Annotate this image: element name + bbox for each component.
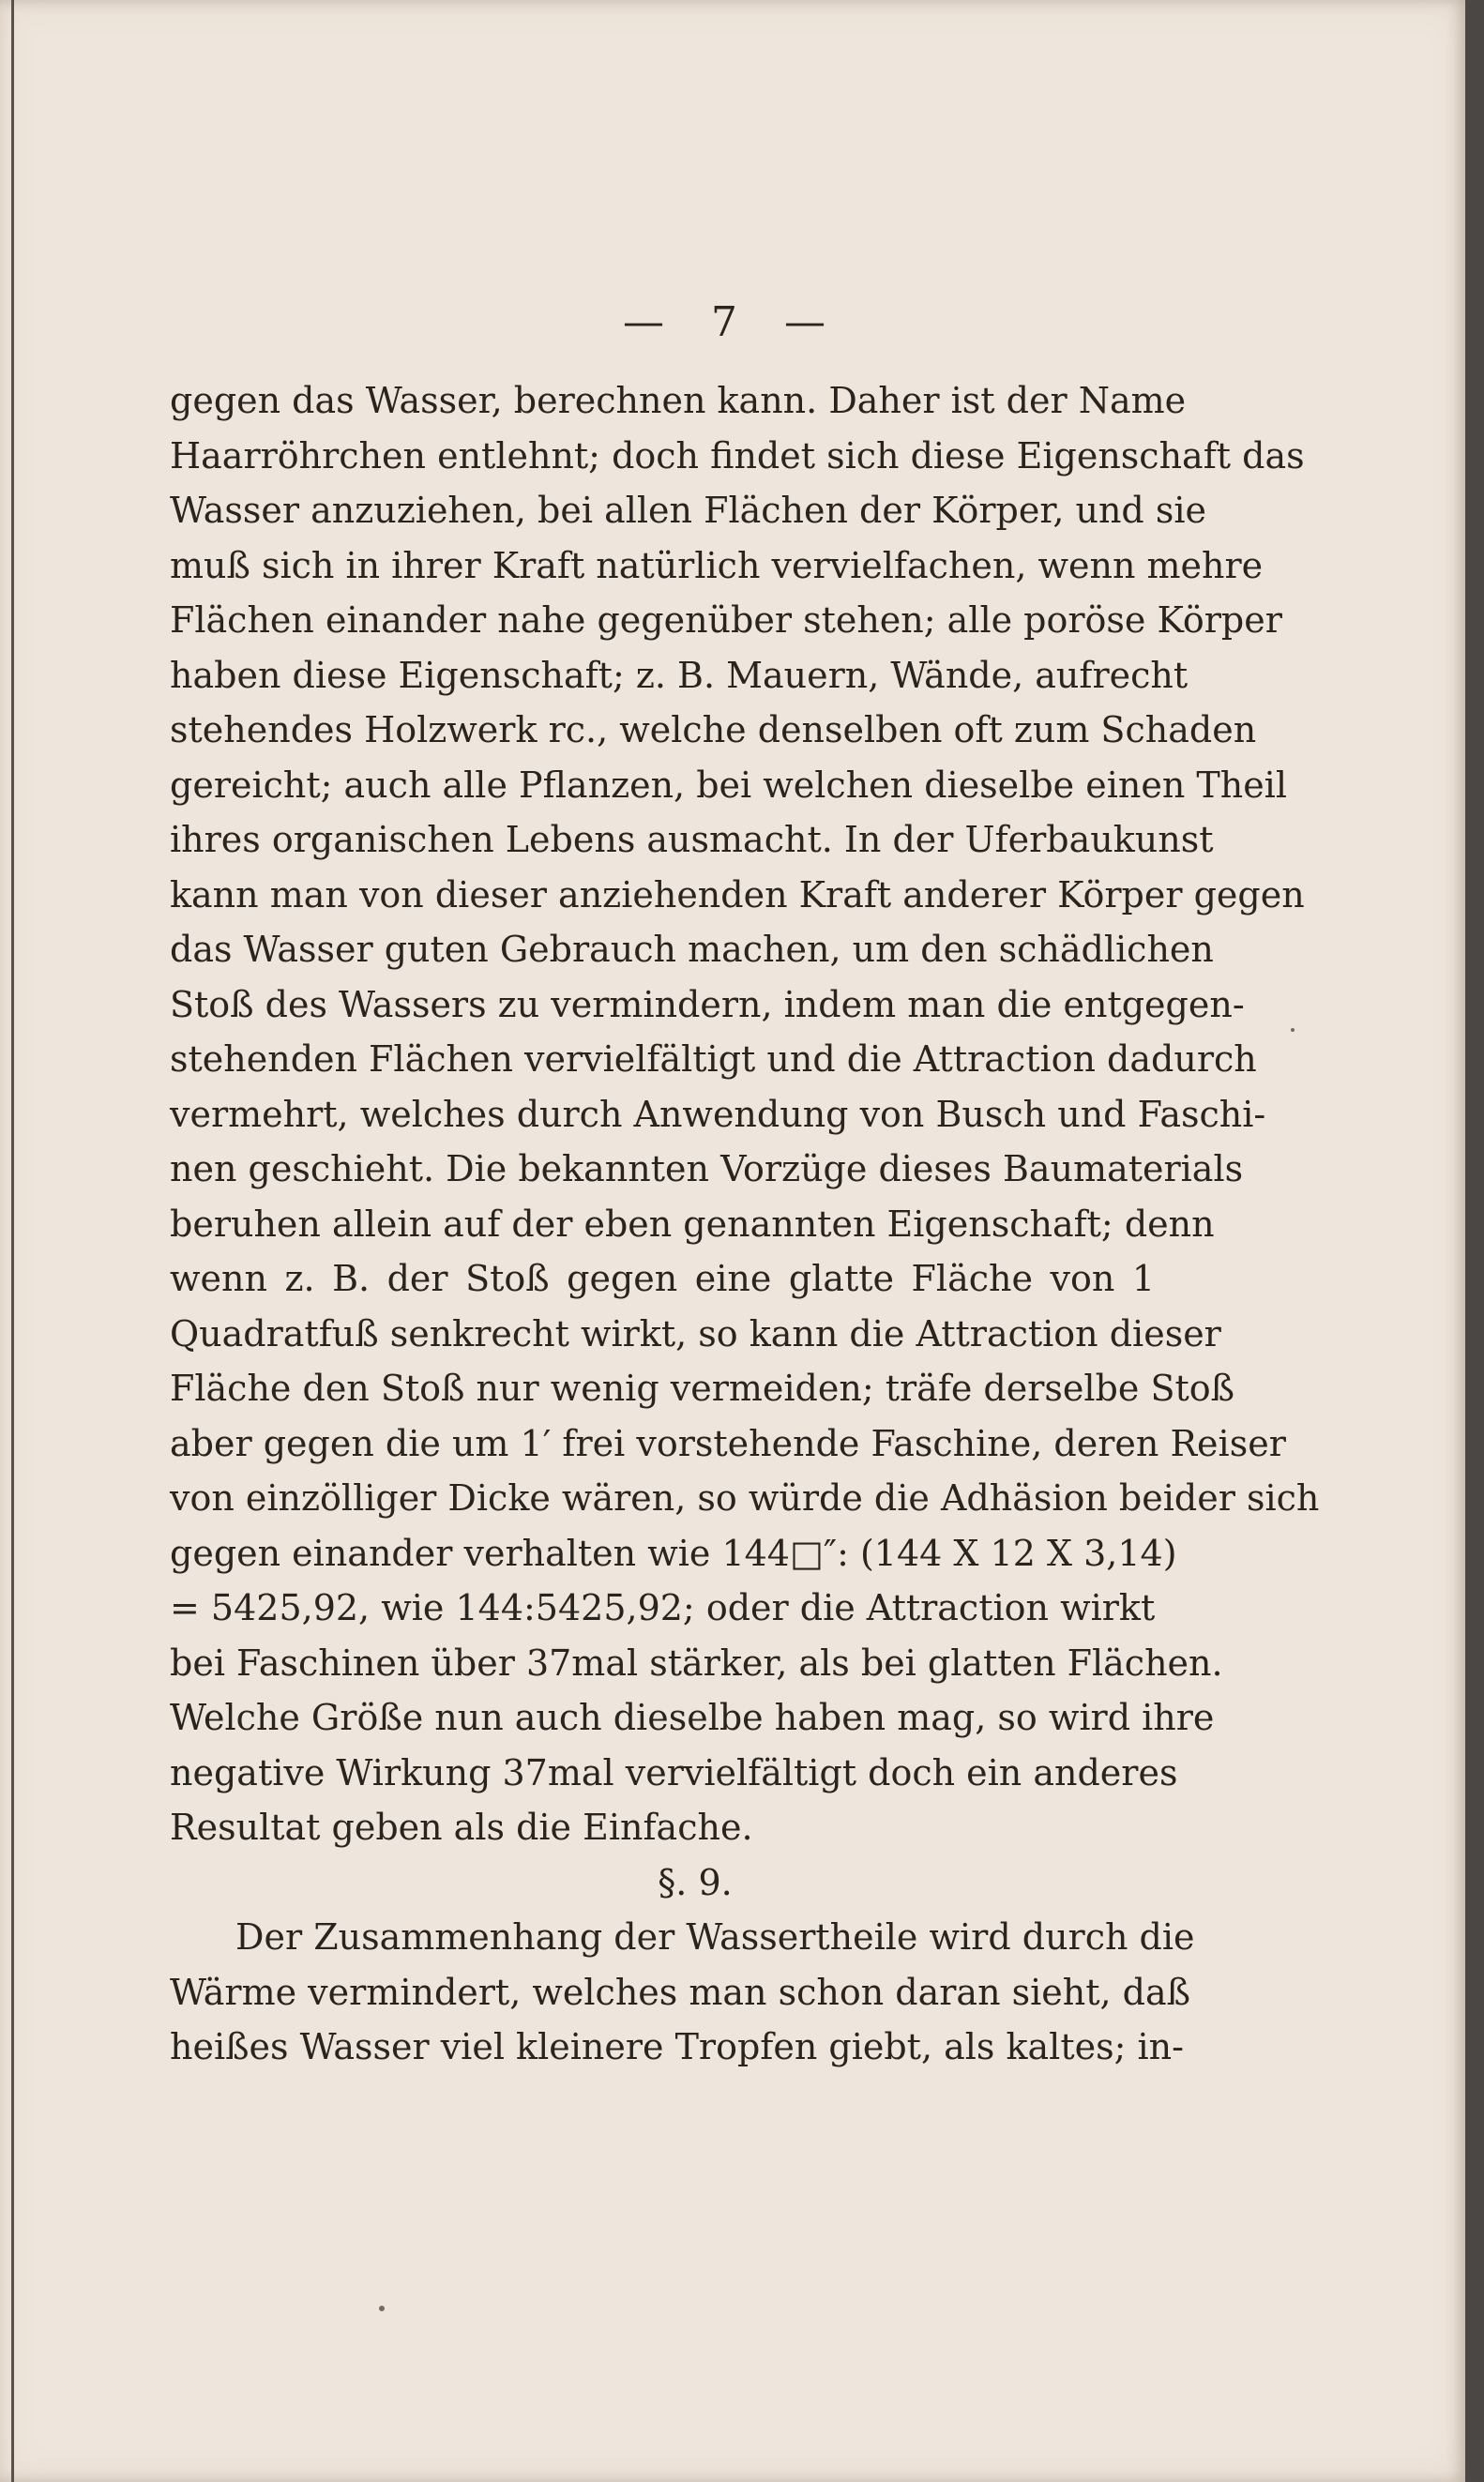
text-line: beruhen allein auf der eben genannten Eigenschaft; denn	[170, 1203, 1215, 1245]
text-line: gegen einander verhalten wie 144□″: (144 X 12 X 3,14)	[170, 1532, 1177, 1574]
text-line: vermehrt, welches durch Anwendung von Busch und Faschi-	[170, 1093, 1266, 1135]
text-line: kann man von dieser anziehenden Kraft anderer Körper gegen	[170, 873, 1305, 916]
text-line: bei Faschinen über 37mal stärker, als bei glatten Flächen.	[170, 1642, 1223, 1684]
text-line: das Wasser guten Gebrauch machen, um den schädlichen	[170, 929, 1214, 970]
paper-speck	[1291, 1028, 1295, 1032]
text-line: Flächen einander nahe gegenüber stehen; alle poröse Körper	[170, 599, 1282, 641]
text-line: stehendes Holzwerk rc., welche denselben oft zum Schaden	[170, 709, 1257, 750]
text-line: gereicht; auch alle Pflanzen, bei welchen dieselbe einen Theil	[170, 764, 1287, 806]
text-line: stehenden Flächen vervielfältigt und die Attraction dadurch	[170, 1038, 1257, 1080]
text-line: nen geschieht. Die bekannten Vorzüge dieses Baumaterials	[170, 1148, 1244, 1189]
page-number-header: — 7 —	[623, 298, 842, 346]
page-binding-edge	[11, 0, 14, 2482]
text-line: Welche Größe nun auch dieselbe haben mag, so wird ihre	[170, 1697, 1215, 1738]
text-line: Der Zusammenhang der Wassertheile wird durch die	[235, 1916, 1195, 1958]
text-line: Quadratfuß senkrecht wirkt, so kann die Attraction dieser	[170, 1312, 1221, 1355]
text-line: muß sich in ihrer Kraft natürlich vervielfachen, wenn mehre	[170, 544, 1264, 586]
text-line: Stoß des Wassers zu vermindern, indem man die entgegen-	[170, 983, 1245, 1025]
text-line: negative Wirkung 37mal vervielfältigt doch ein anderes	[170, 1751, 1178, 1793]
text-line: Wärme vermindert, welches man schon daran sieht, daß	[170, 1971, 1191, 2013]
page-body-text	[170, 373, 1320, 2075]
text-line: = 5425,92, wie 144:5425,92; oder die Attraction wirkt	[170, 1587, 1156, 1628]
paper-speck	[379, 2306, 385, 2311]
section-heading: §. 9.	[658, 1861, 733, 1903]
text-line: haben diese Eigenschaft; z. B. Mauern, Wände, aufrecht	[170, 654, 1189, 696]
text-line: aber gegen die um 1′ frei vorstehende Faschine, deren Reiser	[170, 1422, 1286, 1464]
text-line: heißes Wasser viel kleinere Tropfen giebt, als kaltes; in-	[170, 2026, 1184, 2067]
text-line: Resultat geben als die Einfache.	[170, 1807, 753, 1848]
text-line: ihres organischen Lebens ausmacht. In der Uferbaukunst	[170, 819, 1214, 860]
text-line: von einzölliger Dicke wären, so würde die Adhäsion beider sich	[170, 1477, 1320, 1519]
text-line: Haarröhrchen entlehnt; doch findet sich diese Eigenschaft das	[170, 434, 1305, 477]
text-line: wenn z. B. der Stoß gegen eine glatte Fläche von 1	[170, 1258, 1155, 1299]
text-line: gegen das Wasser, berechnen kann. Daher ist der Name	[170, 380, 1187, 421]
text-line: Fläche den Stoß nur wenig vermeiden; träfe derselbe Stoß	[170, 1368, 1235, 1409]
text-line: Wasser anzuziehen, bei allen Flächen der Körper, und sie	[170, 490, 1206, 531]
